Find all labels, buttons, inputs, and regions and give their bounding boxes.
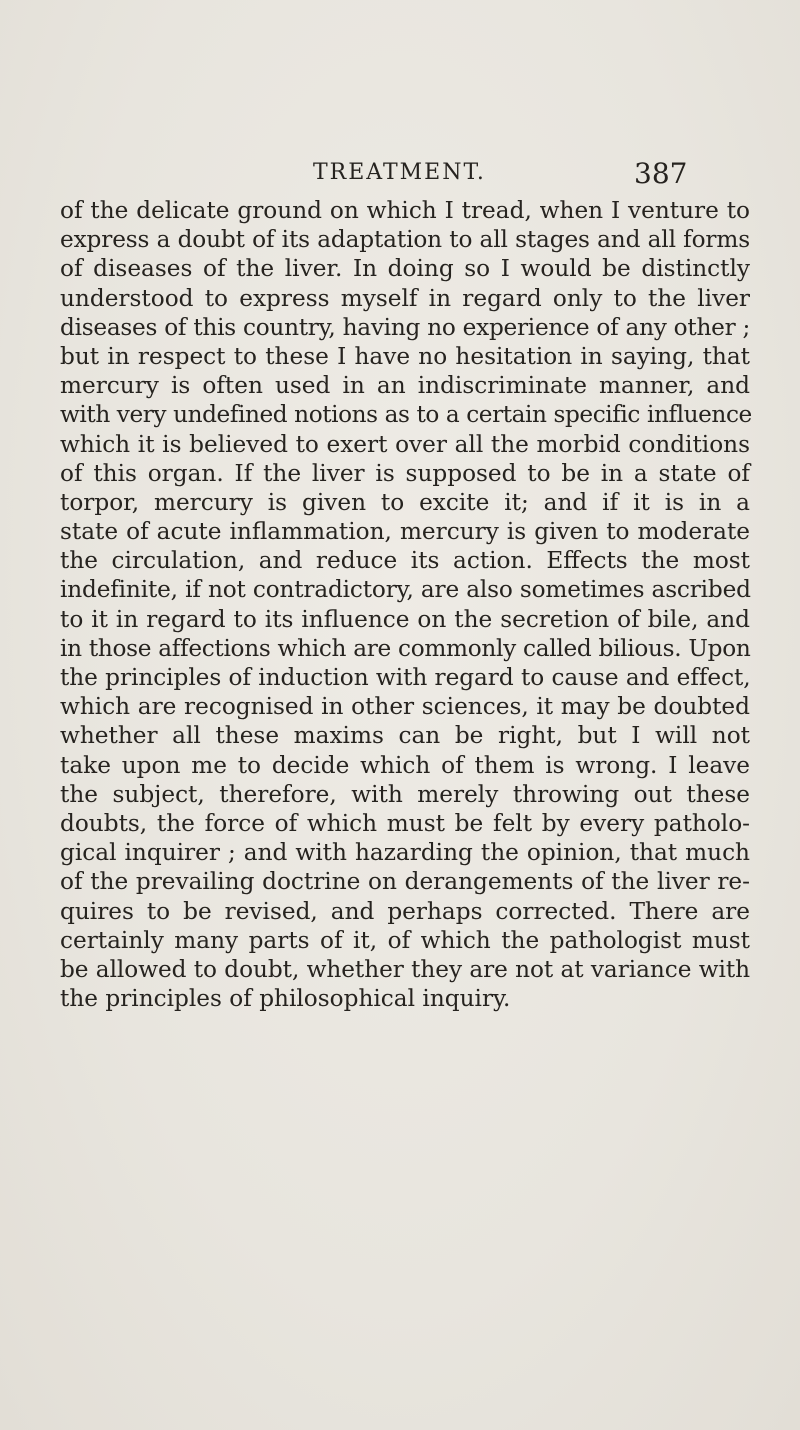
text-line: mercury is often used in an indiscriminate manner, and (60, 372, 750, 400)
text-line: state of acute inflammation, mercury is given to moderate (60, 518, 750, 546)
text-line: which it is believed to exert over all the morbid conditions (60, 430, 750, 458)
text-line: in those affections which are commonly called bilious. Upon (60, 634, 751, 662)
text-line: whether all these maxims can be right, but I will not (60, 722, 750, 750)
page-number: 387 (634, 157, 688, 190)
text-line: understood to express myself in regard only to the liver (60, 284, 750, 312)
text-line: the circulation, and reduce its action. Effects the most (60, 547, 750, 575)
chapter-title: TREATMENT. (313, 160, 486, 185)
running-head (0, 157, 800, 194)
text-line: doubts, the force of which must be felt by every patholo- (60, 809, 750, 837)
text-line: of diseases of the liver. In doing so I would be distinctly (60, 255, 750, 283)
text-line: certainly many parts of it, of which the pathologist must (60, 926, 750, 954)
text-line: of the delicate ground on which I tread, when I venture to (60, 197, 750, 224)
text-line: of the prevailing doctrine on derangements of the liver re- (60, 868, 750, 896)
text-line: but in respect to these I have no hesitation in saying, that (60, 342, 750, 370)
text-line: to it in regard to its influence on the secretion of bile, and (60, 605, 750, 633)
text-line: be allowed to doubt, whether they are not at variance with (60, 955, 750, 983)
text-line: the subject, therefore, with merely throwing out these (60, 780, 750, 808)
text-line: indefinite, if not contradictory, are also sometimes ascribed (60, 576, 751, 604)
text-line: of this organ. If the liver is supposed to be in a state of (60, 459, 750, 487)
text-line: take upon me to decide which of them is wrong. I leave (60, 751, 750, 779)
text-line: the principles of philosophical inquiry. (60, 985, 511, 1013)
text-line: quires to be revised, and perhaps corrected. There are (60, 897, 750, 925)
text-line: express a doubt of its adaptation to all stages and all forms (60, 226, 750, 254)
text-line: torpor, mercury is given to excite it; and if it is in a (60, 488, 750, 516)
text-line: diseases of this country, having no experience of any other ; (60, 313, 751, 341)
text-line: gical inquirer ; and with hazarding the opinion, that much (60, 839, 750, 867)
text-line: which are recognised in other sciences, it may be doubted (60, 693, 750, 721)
text-line: with very undefined notions as to a certain specific influence (60, 401, 752, 429)
text-line: the principles of induction with regard to cause and effect, (60, 664, 751, 691)
body-paragraph (60, 196, 750, 1013)
